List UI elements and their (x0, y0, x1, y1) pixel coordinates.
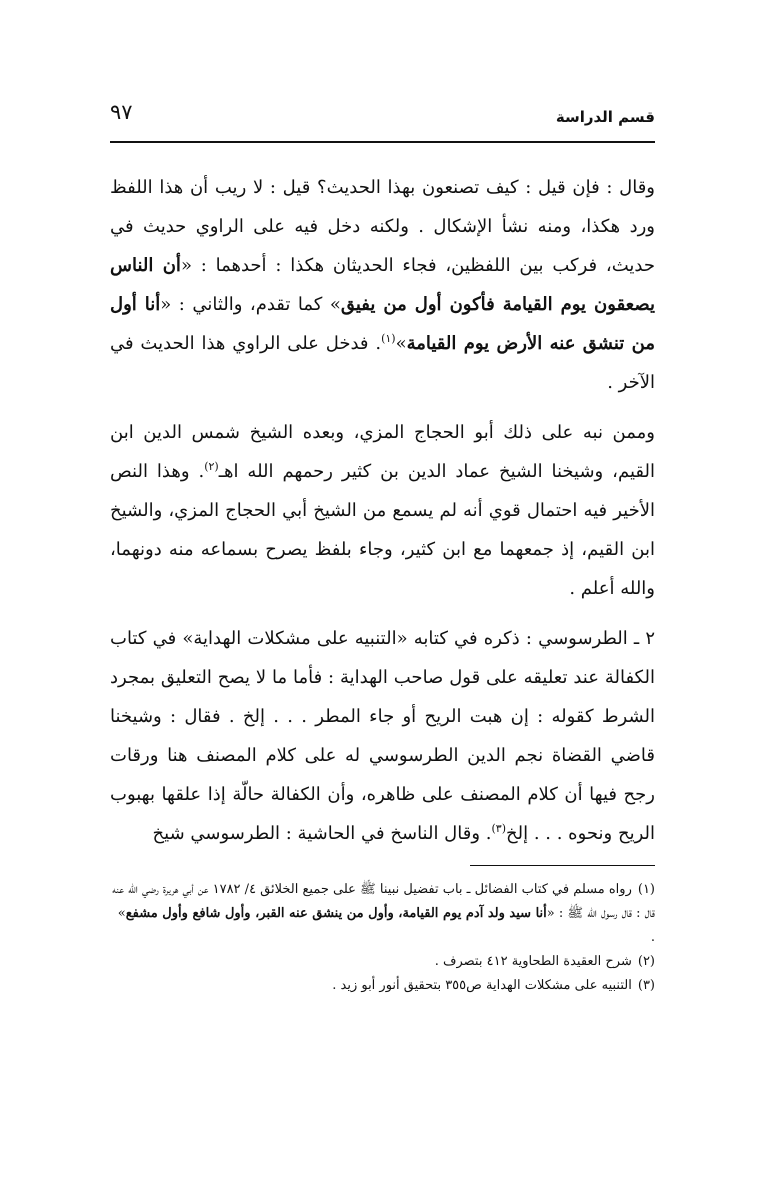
footnote-1 (110, 878, 655, 950)
footnote-quote: أنا سيد ولد آدم يوم القيامة، وأول من ينشق عنه القبر، وأول شافع وأول مشفع (125, 906, 547, 921)
footnotes (110, 878, 655, 998)
footnote-2 (110, 950, 655, 974)
paragraph-text: وقال : فإن قيل : كيف تصنعون بهذا الحديث؟ قيل : لا ريب أن هذا اللفظ ورد هكذا، ومنه نشأ الإشكال . ولكنه دخل فيه على الراوي حديث في حديث، فركب بين اللفظين، فجاء الحديثان هكذا : أحدهما : « (110, 177, 655, 276)
paragraph-text: ٢ ـ الطرسوسي : ذكره في كتابه «التنبيه على مشكلات الهداية» في كتاب الكفالة عند تعليقه على قول صاحب الهداية : فأما ما لا يصح التعليق بمجرد الشرط كقوله : إن هبت الريح أو جاء المطر . . . إلخ . فقال : وشيخنا قاضي القضاة نجم الدين الطرسوسي له على كلام المصنف هنا ورقات رجح فيها أن كلام المصنف على ظاهره، وأن الكفالة حالّة إذا علقها بهبوب الريح ونحوه . . . إلخ (110, 628, 655, 844)
footnote-text: » . (117, 906, 655, 945)
running-header (110, 100, 655, 140)
paragraph-text: » (395, 333, 407, 354)
page-number: ٩٧ (110, 100, 133, 124)
footnote-ref-2: (٢) (204, 460, 219, 473)
footnote-number: (٣) (637, 978, 655, 993)
paragraph-text: . وقال الناسخ في الحاشية : الطرسوسي شيخ (152, 823, 492, 844)
paragraph-text: . فدخل على الراوي هذا الحديث في الآخر . (110, 333, 655, 393)
footnote-number: (١) (637, 882, 655, 897)
section-title: قسم الدراسة (555, 108, 655, 126)
paragraph-text: وممن نبه على ذلك أبو الحجاج المزي، وبعده الشيخ شمس الدين ابن القيم، وشيخنا الشيخ عماد الدين بن كثير رحمهم الله اهـ (110, 422, 655, 482)
paragraph-text: . وهذا النص الأخير فيه احتمال قوي أنه لم يسمع من الشيخ أبي الحجاج المزي، والشيخ ابن القيم، إذ جمعهما مع ابن كثير، وجاء بلفظ يصرح بسماعه منه دونهما، والله أعلم . (110, 461, 655, 599)
hadith-quote-1: أن الناس يصعقون يوم القيامة فأكون أول من يفيق (110, 255, 655, 315)
hadith-quote-2: أنا أول من تنشق عنه الأرض يوم القيامة (110, 294, 655, 354)
footnote-number: (٢) (637, 954, 655, 969)
paragraph-text: » كما تقدم، والثاني : « (160, 294, 341, 315)
body-text (110, 168, 655, 864)
footnote-text: رواه مسلم في كتاب الفضائل ـ باب تفضيل نبينا ﷺ على جميع الخلائق ٤/ ١٧٨٢ عن أبي هريرة رضي الله عنه قال : قال رسول الله ﷺ : « (112, 882, 655, 921)
footnote-ref-1: (١) (381, 332, 396, 345)
footnote-text: التنبيه على مشكلات الهداية ص٣٥٥ بتحقيق أنور أبو زيد . (332, 978, 632, 993)
paragraph-2 (110, 413, 655, 608)
paragraph-3 (110, 619, 655, 853)
footnote-ref-3: (٣) (491, 822, 507, 835)
header-rule (110, 141, 655, 143)
paragraph-1 (110, 168, 655, 402)
footnote-3 (110, 974, 655, 998)
footnote-separator (470, 865, 655, 866)
footnote-text: شرح العقيدة الطحاوية ٤١٢ بتصرف . (434, 954, 632, 969)
